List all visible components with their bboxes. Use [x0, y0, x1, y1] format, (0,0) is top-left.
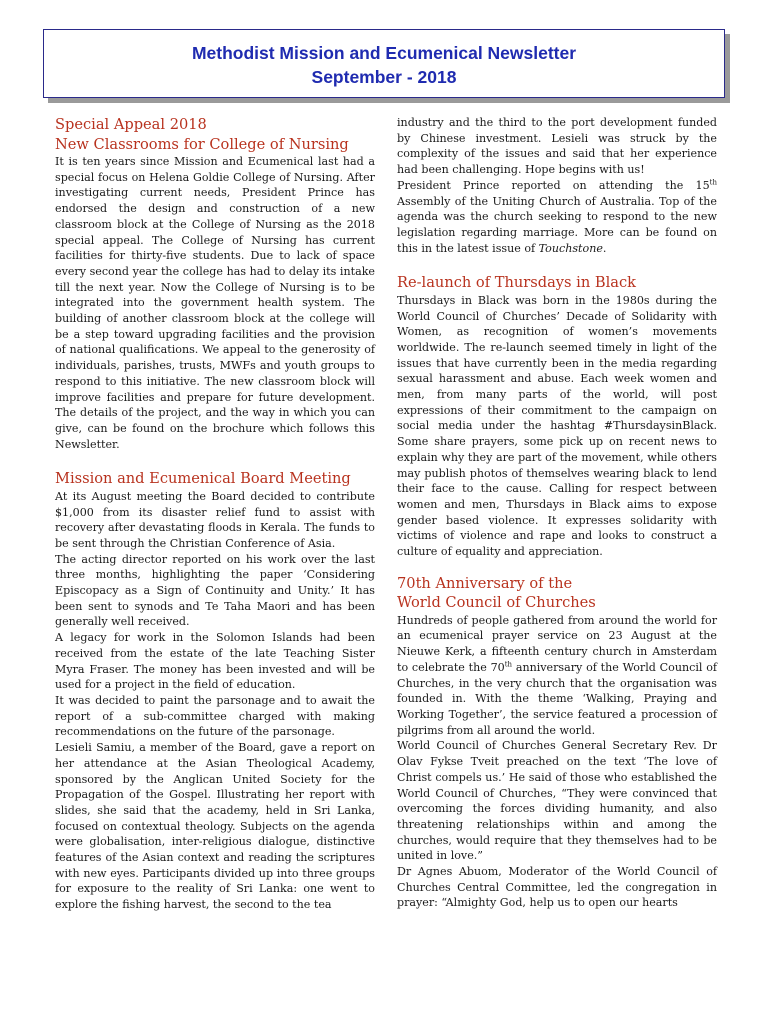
board-paragraph: Lesieli Samiu, a member of the Board, gave a report on her attendance at the Asian Theological Academy, sponsored by the Anglican United Society for the Propagation of the Gospel. Illustrating her report with slides, she said that the academy, held in Sri Lanka, focused on contextual theology. Subjects on the agenda were globalisation, inter-religious dialogue, distinctive features of the Asian context and reading the scriptures with new eyes. Participants divided up into three groups for exposure to the reality of Sri Lanka: one went to explore the fishing harvest, the second to the tea	[55, 741, 375, 912]
thursdays-body: Thursdays in Black was born in the 1980s during the World Council of Churches’ Decade of Solidarity with Women, as recognition of women’s movements worldwide. The re-launch seemed timely in light of the issues that have currently been in the media regarding sexual harassment and abuse. Each week women and men, from many parts of the world, will post expressions of their commitment to the campaign on social media under the hashtag #ThursdaysinBlack. Some share prayers, some pick up on recent news to explain why they are part of the movement, while others may publish photos of themselves wearing black to lend their face to the cause. Calling for respect between women and men, Thursdays in Black aims to expose gender based violence. It expresses solidarity with victims of violence and rape and looks to construct a culture of equality and appreciation.	[397, 293, 717, 559]
board-heading: Mission and Ecumenical Board Meeting	[55, 470, 351, 488]
wcc-paragraph: Hundreds of people gathered from around the world for an ecumenical prayer service on 23 August at the Nieuwe Kerk, a fifteenth century church in Amsterdam to celebrate the 70th anniversary of the World Council of Churches, in the very church that the organisation was founded in. With the theme ‘Walking, Praying and Working Together’, the service featured a procession of pilgrims from all around the world.	[397, 613, 717, 737]
touchstone-title: Touchstone	[538, 241, 603, 255]
assembly-paragraph: President Prince reported on attending the 15th Assembly of the Uniting Church of Australia. Top of the agenda was the church seeking to respond to the new legislation regarding marriage. More can be found on this in the latest issue of Touchstone.	[397, 178, 717, 255]
thursdays-heading: Re-launch of Thursdays in Black	[397, 274, 636, 292]
wcc-heading: 70th Anniversary of the	[397, 574, 573, 592]
appeal-heading: Special Appeal 2018	[55, 116, 207, 133]
board-paragraph: The acting director reported on his work over the last three months, highlighting the paper ‘Considering Episcopacy as a Sign of Continuity and Unity.’ It has been sent to synods and Te Taha Maori and has been generally well received.	[55, 552, 375, 629]
wcc-paragraph: Dr Agnes Abuom, Moderator of the World Council of Churches Central Committee, led the congregation in prayer: “Almighty God, help us to open our hearts	[397, 865, 717, 910]
board-paragraph-continued: industry and the third to the port development funded by Chinese investment. Lesieli was struck by the complexity of the issues and said that her experience had been challenging. Hope begins with us!	[397, 116, 717, 177]
newsletter-masthead	[43, 29, 725, 98]
board-paragraph: A legacy for work in the Solomon Islands had been received from the estate of the late Teaching Sister Myra Fraser. The money has been invested and will be used for a project in the field of education.	[55, 631, 375, 692]
wcc-subheading: World Council of Churches	[397, 594, 596, 612]
board-paragraph: It was decided to paint the parsonage and to await the report of a sub-committee charged with making recommendations on the future of the parsonage.	[55, 694, 375, 739]
newsletter-date: September - 2018	[311, 67, 457, 87]
wcc-paragraph: World Council of Churches General Secretary Rev. Dr Olav Fykse Tveit preached on the text ‘The love of Christ compels us.’ He said of those who established the World Council of Churches, “They were convinced that overcoming the forces dividing humanity, and also threatening relationships within and among the churches, would require that they themselves had to be united in love.”	[397, 739, 717, 863]
left-column	[55, 115, 375, 913]
appeal-body: It is ten years since Mission and Ecumenical last had a special focus on Helena Goldie College of Nursing. After investigating current needs, President Prince has endorsed the design and construction of a new classroom block at the College of Nursing as the 2018 special appeal. The College of Nursing has current facilities for thirty-five students. Due to lack of space every second year the college has had to delay its intake till the next year. Now the College of Nursing is to be integrated into the government health system. The building of another classroom block at the college will be a step toward upgrading facilities and the provision of national qualifications. We appeal to the generosity of individuals, parishes, trusts, MWFs and youth groups to respond to this initiative. The new classroom block will improve facilities and prepare for future development. The details of the project, and the way in which you can give, can be found on the brochure which follows this Newsletter.	[55, 155, 375, 451]
appeal-subheading: New Classrooms for College of Nursing	[55, 135, 349, 153]
right-column	[397, 115, 717, 911]
newsletter-title: Methodist Mission and Ecumenical Newsletter	[191, 43, 577, 63]
board-paragraph: At its August meeting the Board decided to contribute $1,000 from its disaster relief fund to assist with recovery after devastating floods in Kerala. The funds to be sent through the Christian Conference of Asia.	[55, 489, 375, 550]
